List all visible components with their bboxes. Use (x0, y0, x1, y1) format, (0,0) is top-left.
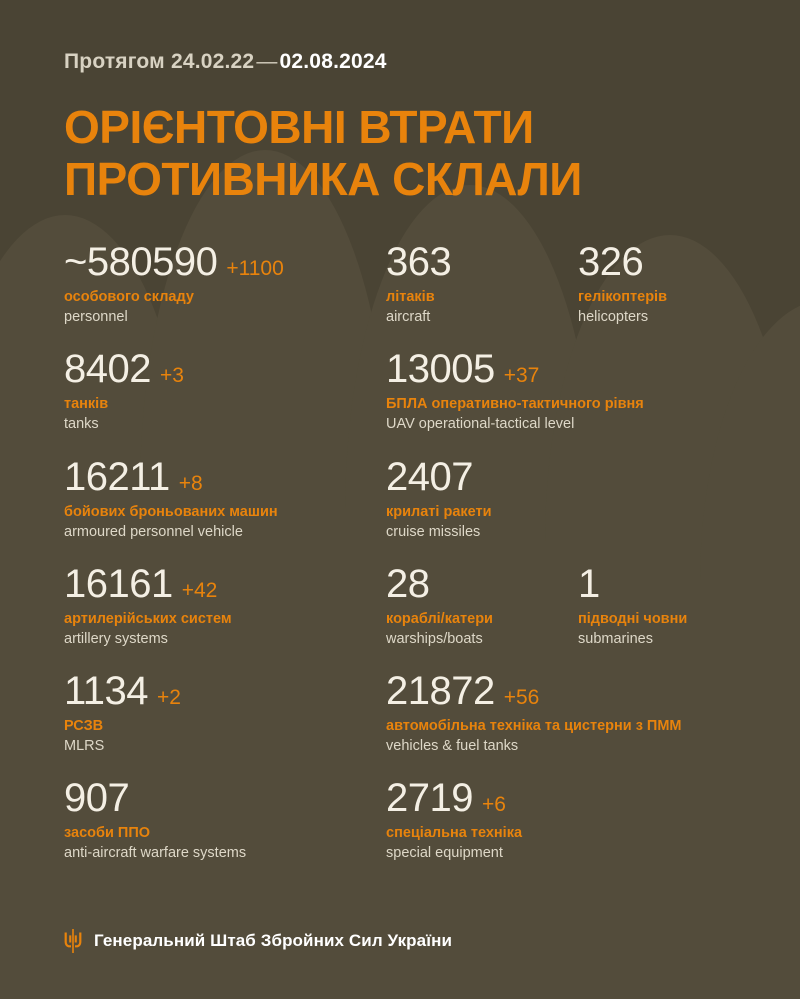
stat-label-en: cruise missiles (386, 523, 481, 540)
stat-label-ua: БПЛА оперативно-тактичного рівня (386, 396, 644, 413)
stat-item-vehicles-fuel-tanks (386, 670, 736, 755)
stat-value-line (64, 456, 386, 498)
stat-label-ua: РСЗВ (64, 718, 104, 735)
footer (64, 929, 452, 953)
stat-value-line (386, 348, 736, 390)
stat-item-warships (386, 563, 578, 648)
date-range-dash: — (256, 50, 278, 73)
stats-row (64, 348, 736, 433)
stat-value-line (578, 241, 736, 283)
trident-icon (64, 929, 82, 953)
page-title (64, 102, 736, 205)
stat-label-ua: бойових броньованих машин (64, 503, 278, 520)
date-range (64, 0, 736, 74)
stat-label-en: armoured personnel vehicle (64, 523, 243, 540)
stat-item-air-defence (64, 777, 386, 862)
stat-label-en: tanks (64, 416, 99, 433)
stat-label-ua: крилаті ракети (386, 503, 492, 520)
stat-value-line (64, 670, 386, 712)
stat-label-ua: засоби ППО (64, 825, 151, 842)
stat-delta: +2 (157, 686, 181, 710)
stat-delta: +37 (503, 364, 540, 388)
stat-item-helicopters (578, 241, 736, 326)
stat-item-uav (386, 348, 736, 433)
stat-value-line (386, 241, 578, 283)
stat-label-en: artillery systems (64, 630, 168, 647)
stat-item-aircraft (386, 241, 578, 326)
stat-label-ua: танків (64, 396, 109, 413)
stat-label-ua: гелікоптерів (578, 289, 667, 306)
stats-row (64, 777, 736, 862)
stat-value-line (386, 456, 736, 498)
stat-item-armoured-vehicles (64, 456, 386, 541)
stat-label-en: anti-aircraft warfare systems (64, 845, 247, 862)
stat-delta: +42 (181, 578, 218, 602)
stat-value: 16161 (64, 561, 173, 606)
footer-text: Генеральний Штаб Збройних Сил України (94, 931, 453, 950)
stats-row (64, 456, 736, 541)
stat-value: 2407 (386, 454, 473, 499)
stat-item-artillery (64, 563, 386, 648)
stats-grid (64, 241, 736, 863)
stat-item-cruise-missiles (386, 456, 736, 541)
stat-delta: +1100 (226, 257, 284, 281)
stat-delta: +3 (159, 364, 184, 388)
stat-value-line (64, 348, 386, 390)
stat-label-en: UAV operational-tactical level (386, 416, 575, 433)
stat-label-en: aircraft (386, 309, 431, 326)
stat-label-en: warships/boats (386, 630, 483, 647)
stat-value-line (578, 563, 736, 605)
stat-value: 326 (578, 240, 644, 285)
stat-label-en: personnel (64, 309, 128, 326)
stat-label-en: MLRS (64, 738, 105, 755)
stat-label-ua: автомобільна техніка та цистерни з ПММ (386, 718, 682, 735)
stat-delta: +8 (178, 471, 203, 495)
page-title-line-1: ОРІЄНТОВНІ ВТРАТИ (64, 101, 534, 153)
stat-value-line (386, 777, 736, 819)
stats-row (64, 241, 736, 326)
stat-value: ~580590 (64, 240, 218, 285)
stat-label-ua: артилерійських систем (64, 610, 232, 627)
date-range-value: 02.08.2024 (279, 50, 387, 73)
stat-value: 2719 (386, 776, 473, 821)
stat-label-ua: особового складу (64, 289, 194, 306)
stat-label-ua: кораблі/катери (386, 610, 493, 627)
stats-row (64, 670, 736, 755)
stat-value-line (386, 670, 736, 712)
stat-value-line (64, 563, 386, 605)
stat-item-special-equipment (386, 777, 736, 862)
stat-label-en: submarines (578, 630, 653, 647)
stat-item-personnel (64, 241, 386, 326)
stat-label-ua: спеціальна техніка (386, 825, 523, 842)
stat-value: 907 (64, 776, 130, 821)
stat-value: 28 (386, 561, 430, 606)
page-title-line-2: ПРОТИВНИКА СКЛАЛИ (64, 152, 582, 205)
stat-value-line (386, 563, 578, 605)
date-range-prefix: Протягом 24.02.22 (64, 50, 255, 73)
stats-row (64, 563, 736, 648)
stat-delta: +6 (481, 793, 506, 817)
stat-label-en: special equipment (386, 845, 503, 862)
stat-label-ua: підводні човни (578, 610, 688, 627)
stat-value-line (64, 241, 386, 283)
stat-item-mlrs (64, 670, 386, 755)
stat-label-en: helicopters (578, 309, 649, 326)
stat-value: 1 (578, 561, 600, 606)
stat-value-line (64, 777, 386, 819)
stat-value: 363 (386, 240, 452, 285)
stat-label-en: vehicles & fuel tanks (386, 738, 519, 755)
stat-value: 1134 (64, 669, 149, 714)
stat-item-submarines (578, 563, 736, 648)
stat-delta: +56 (503, 686, 540, 710)
stat-value: 21872 (386, 669, 495, 714)
stat-label-ua: літаків (386, 289, 435, 306)
stat-value: 13005 (386, 347, 495, 392)
stat-value: 8402 (64, 347, 151, 392)
stat-value: 16211 (64, 454, 170, 499)
stat-item-tanks (64, 348, 386, 433)
